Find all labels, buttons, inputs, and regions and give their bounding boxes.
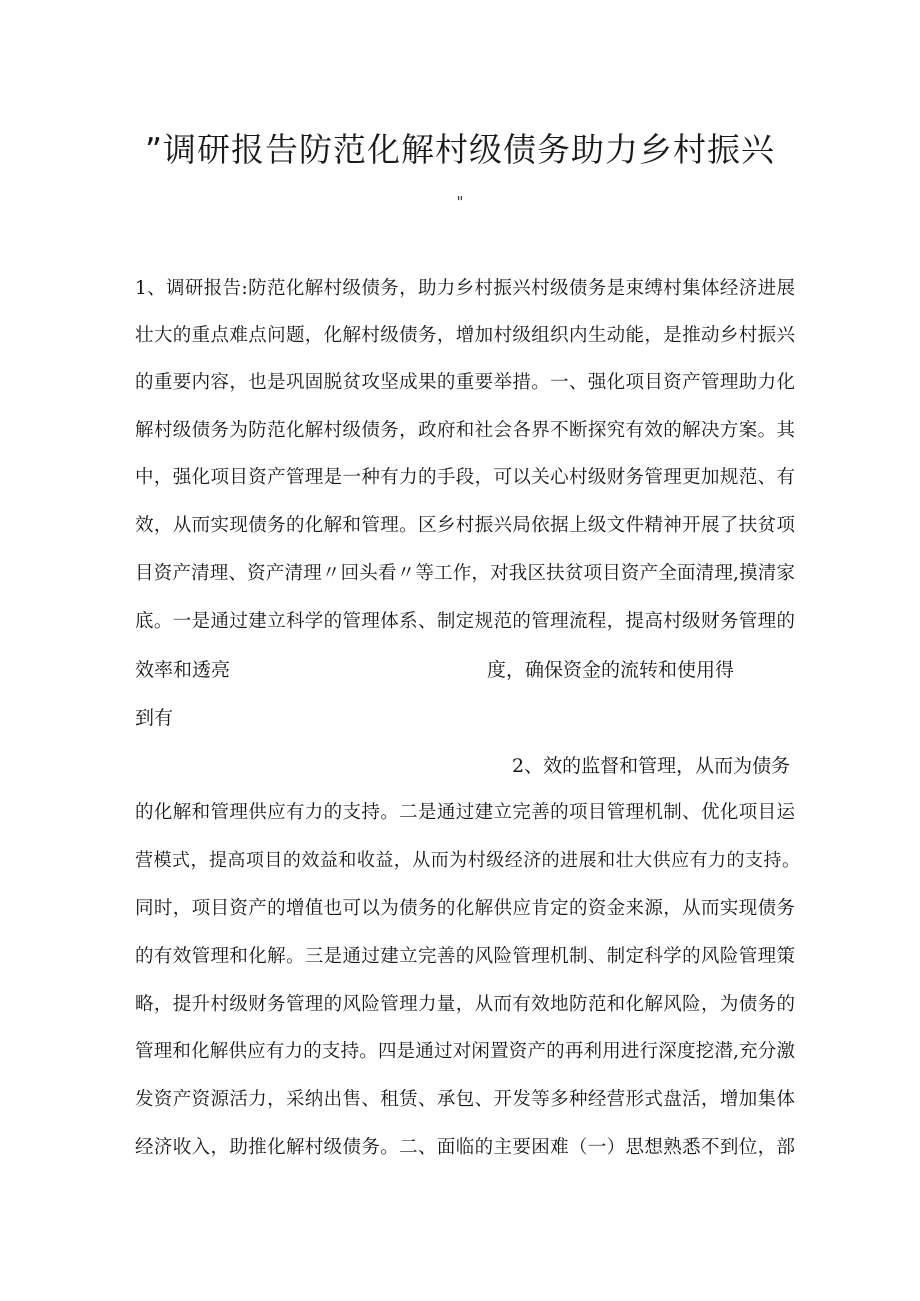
document-title: ”调研报告防范化解村级债务助力乡村振兴 bbox=[144, 130, 776, 169]
body-line: 经济收入，助推化解村级债务。二、面临的主要困难（一）思想熟悉不到位，部 bbox=[135, 1137, 795, 1158]
body-line: 壮大的重点难点问题，化解村级债务，增加村级组织内生动能，是推动乡村振兴 bbox=[135, 325, 795, 346]
body-line: 解村级债务为防范化解村级债务，政府和社会各界不断探究有效的解决方案。其 bbox=[135, 420, 795, 441]
short-line: 到有 bbox=[135, 707, 174, 729]
body-line: 管理和化解供应有力的支持。四是通过对闲置资产的再利用进行深度挖潜,充分激 bbox=[135, 1041, 795, 1062]
body-line: 底。一是通过建立科学的管理体系、制定规范的管理流程，提高村级财务管理的 bbox=[135, 611, 795, 632]
body-line: 营模式，提高项目的效益和收益，从而为村级经济的进展和壮大供应有力的支持。 bbox=[135, 850, 800, 871]
body-line: 略，提升村级财务管理的风险管理力量，从而有效地防范和化解风险，为债务的 bbox=[135, 994, 795, 1015]
body-line: 同时，项目资产的增值也可以为债务的化解供应肯定的资金来源，从而实现债务 bbox=[135, 898, 795, 919]
body-line: 1、调研报告:防范化解村级债务，助力乡村振兴村级债务是束缚村集体经济进展 bbox=[135, 278, 795, 299]
title-quote-mark: " bbox=[456, 193, 464, 211]
body-line: 中，强化项目资产管理是一种有力的手段，可以关心村级财务管理更加规范、有 bbox=[135, 467, 795, 488]
section-2-start: 2、效的监督和管理，从而为债务 bbox=[512, 755, 791, 777]
split-line-right: 度，确保资金的流转和使用得 bbox=[487, 659, 735, 681]
body-line: 的重要内容，也是巩固脱贫攻坚成果的重要举措。一、强化项目资产管理助力化 bbox=[135, 372, 795, 393]
body-line: 的有效管理和化解。三是通过建立完善的风险管理机制、制定科学的风险管理策 bbox=[135, 946, 795, 967]
body-line: 目资产清理、资产清理〃回头看〃等工作，对我区扶贫项目资产全面清理,摸清家 bbox=[135, 563, 795, 584]
body-line: 的化解和管理供应有力的支持。二是通过建立完善的项目管理机制、优化项目运 bbox=[135, 802, 795, 823]
split-line-left: 效率和透亮 bbox=[135, 659, 231, 681]
body-line: 发资产资源活力，采纳出售、租赁、承包、开发等多种经营形式盘活，增加集体 bbox=[135, 1089, 795, 1110]
body-line: 效，从而实现债务的化解和管理。区乡村振兴局依据上级文件精神开展了扶贫项 bbox=[135, 515, 795, 536]
